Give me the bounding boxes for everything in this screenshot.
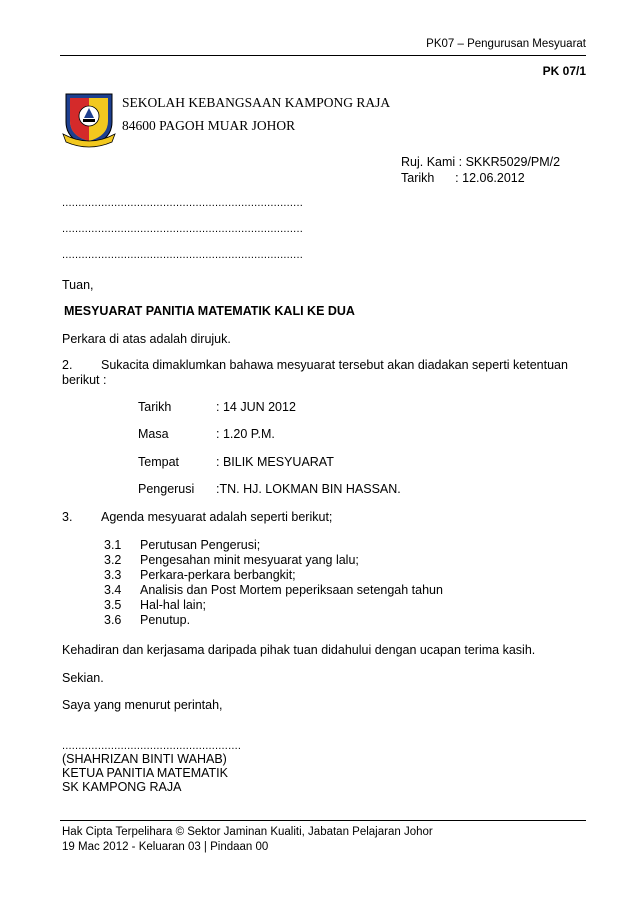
detail-value: :TN. HJ. LOKMAN BIN HASSAN.: [216, 482, 401, 496]
paragraph-3-text: Agenda mesyuarat adalah seperti berikut;: [101, 510, 333, 524]
detail-value: : 1.20 P.M.: [216, 427, 275, 441]
paragraph-1: Perkara di atas adalah dirujuk.: [62, 332, 231, 346]
agenda-item: Perkara-perkara berbangkit;: [140, 568, 296, 582]
detail-label: Masa: [138, 427, 169, 441]
agenda-number: 3.2: [104, 553, 122, 567]
paragraph-2-text: Sukacita dimaklumkan bahawa mesyuarat tersebut akan diadakan seperti ketentuan: [101, 358, 568, 372]
paragraph-3-number: 3.: [62, 510, 73, 524]
detail-value: : 14 JUN 2012: [216, 400, 296, 414]
signatory-title: KETUA PANITIA MATEMATIK: [62, 766, 228, 780]
agenda-item: Hal-hal lain;: [140, 598, 207, 612]
signatory-organization: SK KAMPONG RAJA: [62, 780, 182, 794]
footer-copyright: Hak Cipta Terpelihara © Sektor Jaminan Kualiti, Jabatan Pelajaran Johor: [62, 826, 433, 838]
agenda-number: 3.1: [104, 538, 122, 552]
recipient-address-line: ..........................................................................: [62, 223, 303, 235]
agenda-item: Perutusan Pengerusi;: [140, 538, 261, 552]
reference-number: Ruj. Kami : SKKR5029/PM/2: [401, 155, 561, 169]
agenda-item: Analisis dan Post Mortem peperiksaan setengah tahun: [140, 583, 443, 597]
agenda-number: 3.3: [104, 568, 122, 582]
school-address: 84600 PAGOH MUAR JOHOR: [122, 118, 296, 133]
letter-date: Tarikh : 12.06.2012: [401, 171, 525, 185]
school-name: SEKOLAH KEBANGSAAN KAMPONG RAJA: [122, 95, 391, 110]
footer-version: 19 Mac 2012 - Keluaran 03 | Pindaan 00: [62, 841, 269, 853]
detail-label: Pengerusi: [138, 482, 195, 496]
salutation: Tuan,: [62, 278, 94, 292]
signature-line: .......................................................: [62, 740, 242, 752]
document-code: PK07 – Pengurusan Mesyuarat: [426, 38, 586, 50]
agenda-number: 3.4: [104, 583, 122, 597]
detail-label: Tarikh: [138, 400, 172, 414]
detail-value: : BILIK MESYUARAT: [216, 455, 334, 469]
recipient-address-line: ..........................................................................: [62, 197, 303, 209]
paragraph-2-number: 2.: [62, 358, 73, 372]
school-crest-logo: [62, 88, 116, 150]
signatory-name: (SHAHRIZAN BINTI WAHAB): [62, 752, 227, 766]
agenda-item: Pengesahan minit mesyuarat yang lalu;: [140, 553, 359, 567]
agenda-item: Penutup.: [140, 613, 191, 627]
header-divider: [60, 55, 586, 56]
agenda-number: 3.5: [104, 598, 122, 612]
form-reference-code: PK 07/1: [542, 64, 586, 78]
footer-divider: [60, 820, 586, 821]
recipient-address-line: ..........................................................................: [62, 249, 303, 261]
order-text: Saya yang menurut perintah,: [62, 698, 223, 712]
paragraph-2-text-cont: berikut :: [62, 373, 107, 387]
closing-paragraph: Kehadiran dan kerjasama daripada pihak tuan didahului dengan ucapan terima kasih.: [62, 643, 536, 657]
letter-subject: MESYUARAT PANITIA MATEMATIK KALI KE DUA: [64, 304, 355, 318]
agenda-number: 3.6: [104, 613, 122, 627]
detail-label: Tempat: [138, 455, 179, 469]
sekian-text: Sekian.: [62, 671, 104, 685]
